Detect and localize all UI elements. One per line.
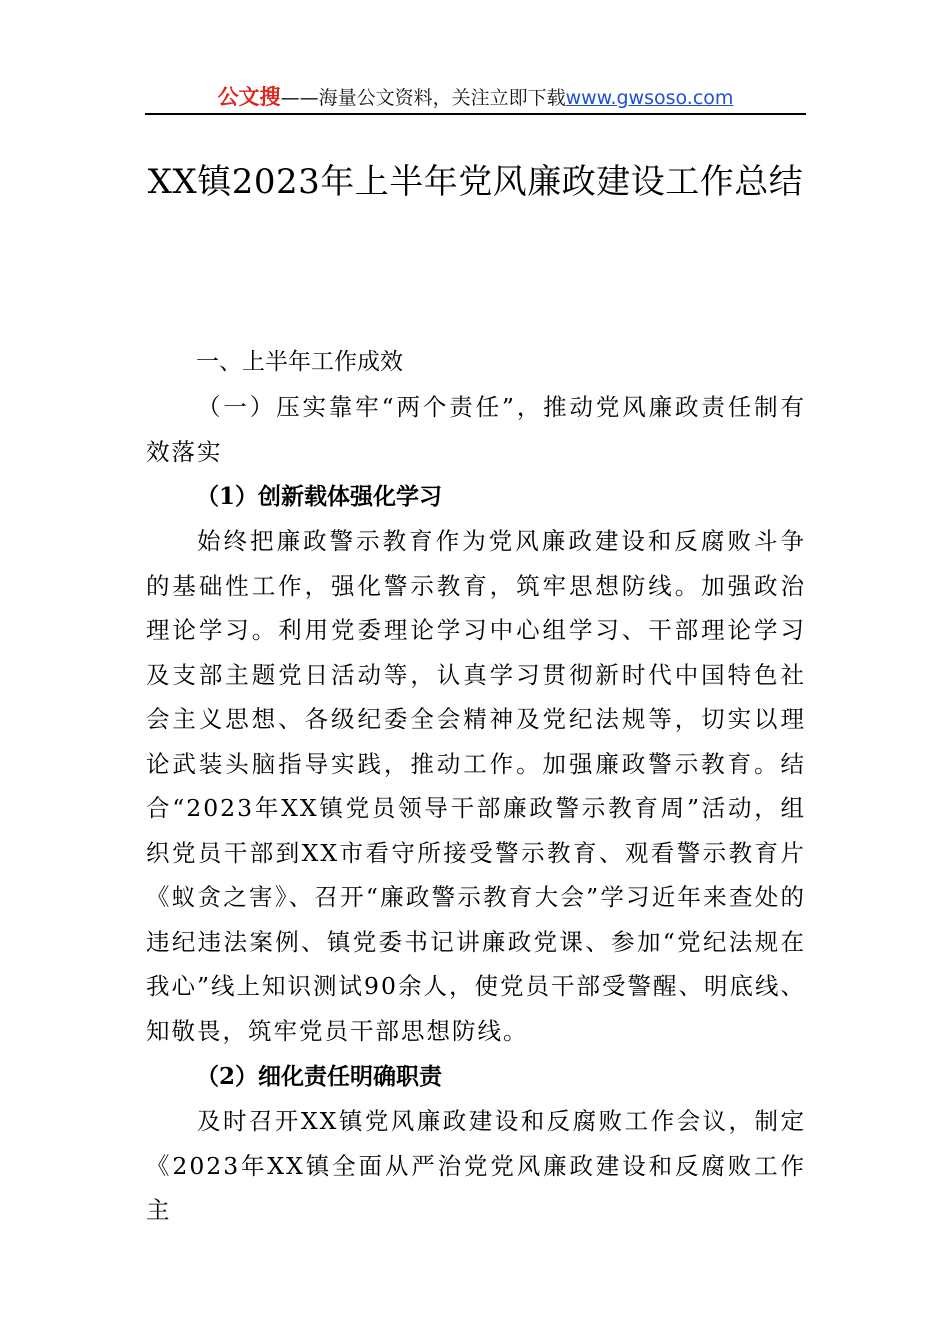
section-heading: 一、上半年工作成效 xyxy=(196,349,403,375)
header-divider xyxy=(145,113,806,115)
site-link[interactable]: www.gwsoso.com xyxy=(565,87,734,109)
body-paragraph-2: 及时召开XX镇党风廉政建设和反腐败工作会议，制定《2023年XX镇全面从严治党党风廉政建设和反腐败工作主 xyxy=(146,1107,806,1224)
item-heading-1: （1）创新载体强化学习 xyxy=(196,483,443,510)
page-header xyxy=(145,80,806,114)
body-paragraph-1: 始终把廉政警示教育作为党风廉政建设和反腐败斗争的基础性工作，强化警示教育，筑牢思想防线。加强政治理论学习。利用党委理论学习中心组学习、干部理论学习及支部主题党日活动等，认真学习贯彻新时代中国特色社会主义思想、各级纪委全会精神及党纪法规等，切实以理论武装头脑指导实践，推动工作。加强廉政警示教育。结合“2023年XX镇党员领导干部廉政警示教育周”活动，组织党员干部到XX市看守所接受警示教育、观看警示教育片《蚁贪之害》、召开“廉政警示教育大会”学习近年来查处的违纪违法案例、镇党委书记讲廉政党课、参加“党纪法规在我心”线上知识测试90余人，使党员干部受警醒、明底线、知敬畏，筑牢党员干部思想防线。 xyxy=(146,527,806,1045)
item-heading-2: （2）细化责任明确职责 xyxy=(196,1063,443,1090)
header-tagline: ——海量公文资料，关注立即下载 xyxy=(280,87,566,109)
document-title: XX镇2023年上半年党风廉政建设工作总结 xyxy=(147,162,804,202)
brand-name: 公文搜 xyxy=(217,85,281,109)
subsection-heading: （一）压实靠牢“两个责任”，推动党风廉政责任制有效落实 xyxy=(146,393,806,466)
